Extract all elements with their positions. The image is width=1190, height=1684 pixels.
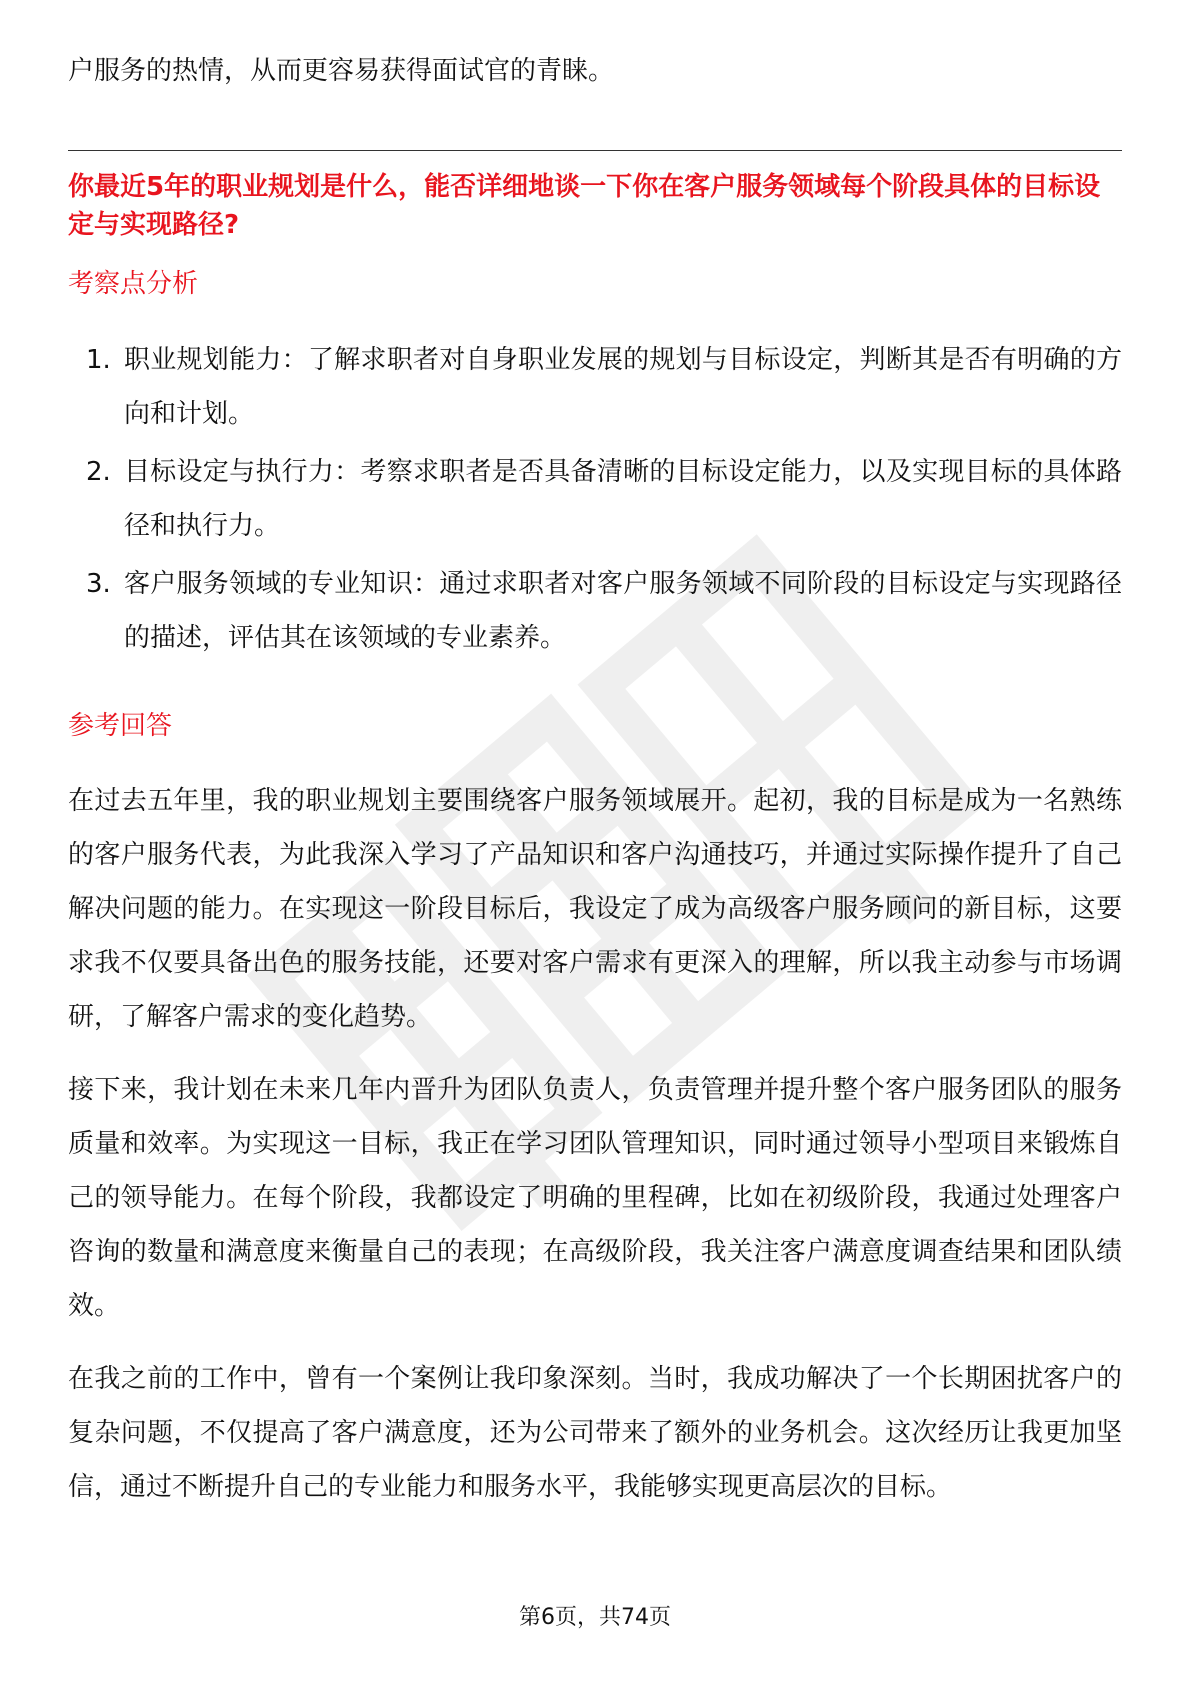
analysis-item xyxy=(68,557,1122,665)
analysis-item-text: 目标设定与执行力：考察求职者是否具备清晰的目标设定能力，以及实现目标的具体路径和执行力。 xyxy=(124,457,1122,541)
analysis-item-text: 职业规划能力：了解求职者对自身职业发展的规划与目标设定，判断其是否有明确的方向和计划。 xyxy=(124,345,1122,429)
section-divider xyxy=(68,150,1122,151)
list-number: 2. xyxy=(86,457,111,487)
analysis-heading: 考察点分析 xyxy=(68,269,199,299)
answer-paragraph: 接下来，我计划在未来几年内晋升为团队负责人，负责管理并提升整个客户服务团队的服务质量和效率。为实现这一目标，我正在学习团队管理知识，同时通过领导小型项目来锻炼自己的领导能力。在每个阶段，我都设定了明确的里程碑，比如在初级阶段，我通过处理客户咨询的数量和满意度来衡量自己的表现；在高级阶段，我关注客户满意度调查结果和团队绩效。 xyxy=(68,1075,1122,1321)
page-number: 第6页，共74页 xyxy=(519,1605,671,1630)
analysis-item xyxy=(68,333,1122,441)
answer-paragraph: 在过去五年里，我的职业规划主要围绕客户服务领域展开。起初，我的目标是成为一名熟练的客户服务代表，为此我深入学习了产品知识和客户沟通技巧，并通过实际操作提升了自己解决问题的能力。在实现这一阶段目标后，我设定了成为高级客户服务顾问的新目标，这要求我不仅要具备出色的服务技能，还要对客户需求有更深入的理解，所以我主动参与市场调研，了解客户需求的变化趋势。 xyxy=(68,786,1122,1032)
analysis-item-text: 客户服务领域的专业知识：通过求职者对客户服务领域不同阶段的目标设定与实现路径的描述，评估其在该领域的专业素养。 xyxy=(124,569,1122,653)
list-number: 1. xyxy=(86,345,111,375)
analysis-list xyxy=(68,333,1122,669)
analysis-item xyxy=(68,445,1122,553)
question-heading: 你最近5年的职业规划是什么，能否详细地谈一下你在客户服务领域每个阶段具体的目标设定与实现路径? xyxy=(68,172,1101,240)
list-number: 3. xyxy=(86,569,111,599)
carry-over-paragraph: 户服务的热情，从而更容易获得面试官的青睐。 xyxy=(68,56,615,86)
answer-heading: 参考回答 xyxy=(68,711,173,741)
answer-paragraph: 在我之前的工作中，曾有一个案例让我印象深刻。当时，我成功解决了一个长期困扰客户的复杂问题，不仅提高了客户满意度，还为公司带来了额外的业务机会。这次经历让我更加坚信，通过不断提升自己的专业能力和服务水平，我能够实现更高层次的目标。 xyxy=(68,1364,1122,1502)
